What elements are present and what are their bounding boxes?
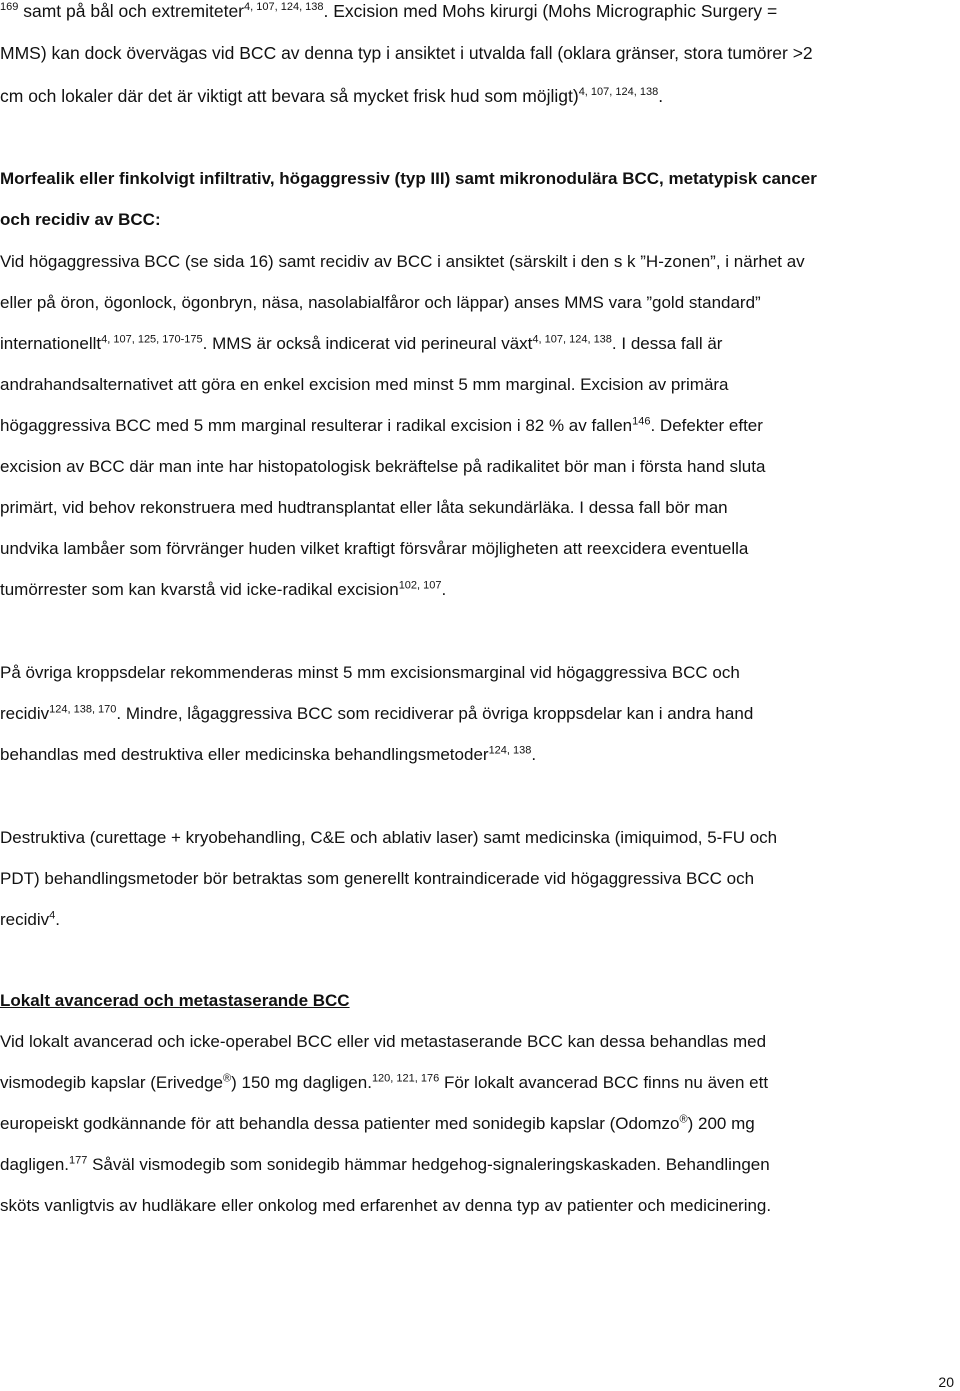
page-number: 20	[938, 1374, 954, 1390]
footnote-ref: 4, 107, 124, 138	[244, 1, 324, 14]
intro-line-1	[0, 0, 777, 22]
text: .	[441, 580, 447, 599]
footnote-ref: 124, 138, 170	[49, 703, 117, 716]
text: recidiv	[0, 910, 50, 929]
footnote-ref: 4, 107, 124, 138	[532, 333, 612, 346]
intro-line-3	[0, 85, 663, 107]
footnote-ref: 4	[49, 909, 56, 922]
footnote-ref: 124, 138	[488, 744, 532, 757]
text: .	[531, 745, 537, 764]
footnote-ref: 4, 107, 124, 138	[578, 86, 659, 99]
paragraph-line	[0, 579, 446, 601]
text: högaggressiva BCC med 5 mm marginal resulterar i radikal excision i 82 % av fallen	[0, 416, 633, 435]
intro-line-2: MMS) kan dock övervägas vid BCC av denna typ i ansiktet i utvalda fall (oklara gränser, stora tumörer >2	[0, 43, 813, 63]
text: cm och lokaler där det är viktigt att bevara så mycket frisk hud som möjligt)	[0, 86, 579, 106]
text: ) 150 mg dagligen.	[231, 1073, 372, 1092]
paragraph-line: andrahandsalternativet att göra en enkel excision med minst 5 mm marginal. Excision av primära	[0, 375, 729, 394]
text: samt på bål och extremiteter	[18, 1, 245, 21]
text: ) 200 mg	[687, 1114, 755, 1133]
paragraph-line	[0, 1072, 768, 1094]
footnote-ref: 120, 121, 176	[371, 1072, 440, 1085]
paragraph-line: undvika lambåer som förvränger huden vilket kraftigt försvårar möjligheten att reexcidera eventuella	[0, 539, 749, 558]
text: . Defekter efter	[650, 416, 763, 435]
footnote-ref: 169	[0, 1, 19, 14]
text: behandlas med destruktiva eller medicinska behandlingsmetoder	[0, 745, 489, 764]
paragraph-line	[0, 415, 763, 437]
text: .	[55, 910, 60, 929]
footnote-ref: 4, 107, 125, 170-175	[101, 333, 203, 346]
paragraph-line: Vid högaggressiva BCC (se sida 16) samt recidiv av BCC i ansiktet (särskilt i den s k ”H-zonen”, i närhet av	[0, 252, 805, 271]
paragraph-line	[0, 1154, 770, 1176]
paragraph-line: sköts vanligtvis av hudläkare eller onkolog med erfarenhet av denna typ av patienter och medicinering.	[0, 1196, 772, 1215]
paragraph-line	[0, 909, 60, 931]
text: recidiv	[0, 704, 50, 723]
paragraph-line: PDT) behandlingsmetoder bör betraktas som generellt kontraindicerade vid högaggressiva BCC och	[0, 869, 755, 888]
paragraph-line	[0, 333, 722, 355]
registered-mark: ®	[679, 1113, 688, 1126]
text: Såväl vismodegib som sonidegib hämmar hedgehog-signaleringskaskaden. Behandlingen	[87, 1155, 770, 1174]
text: . Mindre, lågaggressiva BCC som recidiverar på övriga kroppsdelar kan i andra hand	[116, 704, 754, 723]
paragraph-line: Destruktiva (curettage + kryobehandling, C&E och ablativ laser) samt medicinska (imiquimod, 5-FU och	[0, 828, 778, 847]
paragraph-line	[0, 703, 753, 725]
paragraph-line	[0, 744, 536, 766]
registered-mark: ®	[223, 1072, 232, 1085]
text: internationellt	[0, 334, 102, 353]
text: För lokalt avancerad BCC finns nu även ett	[439, 1073, 769, 1092]
paragraph-line: På övriga kroppsdelar rekommenderas minst 5 mm excisionsmarginal vid högaggressiva BCC och	[0, 663, 740, 682]
paragraph-line: excision av BCC där man inte har histopatologisk bekräftelse på radikalitet bör man i första hand sluta	[0, 457, 766, 476]
text: dagligen.	[0, 1155, 70, 1174]
text: europeiskt godkännande för att behandla dessa patienter med sonidegib kapslar (Odomzo	[0, 1114, 680, 1133]
paragraph-line: eller på öron, ögonlock, ögonbryn, näsa, nasolabialfåror och läppar) anses MMS vara ”gold standard”	[0, 293, 761, 312]
paragraph-line: Vid lokalt avancerad och icke-operabel BCC eller vid metastaserande BCC kan dessa behandlas med	[0, 1032, 767, 1051]
text: vismodegib kapslar (Erivedge	[0, 1073, 223, 1092]
section-heading-morfealik-2: och recidiv av BCC:	[0, 210, 161, 229]
text: . MMS är också indicerat vid perineural växt	[202, 334, 533, 353]
paragraph-line: primärt, vid behov rekonstruera med hudtransplantat eller låta sekundärläka. I dessa fall bör man	[0, 498, 728, 517]
text: . Excision med Mohs kirurgi (Mohs Micrographic Surgery =	[323, 1, 778, 21]
footnote-ref: 102, 107	[398, 579, 442, 592]
footnote-ref: 177	[69, 1154, 88, 1167]
text: tumörrester som kan kvarstå vid icke-radikal excision	[0, 580, 399, 599]
text: . I dessa fall är	[611, 334, 723, 353]
text: .	[658, 86, 664, 106]
section-heading-lokalt: Lokalt avancerad och metastaserande BCC	[0, 991, 350, 1010]
paragraph-line	[0, 1113, 755, 1135]
section-heading-morfealik-1: Morfealik eller finkolvigt infiltrativ, högaggressiv (typ III) samt mikronodulära BCC, metatypisk cancer	[0, 169, 817, 188]
footnote-ref: 146	[632, 415, 651, 428]
